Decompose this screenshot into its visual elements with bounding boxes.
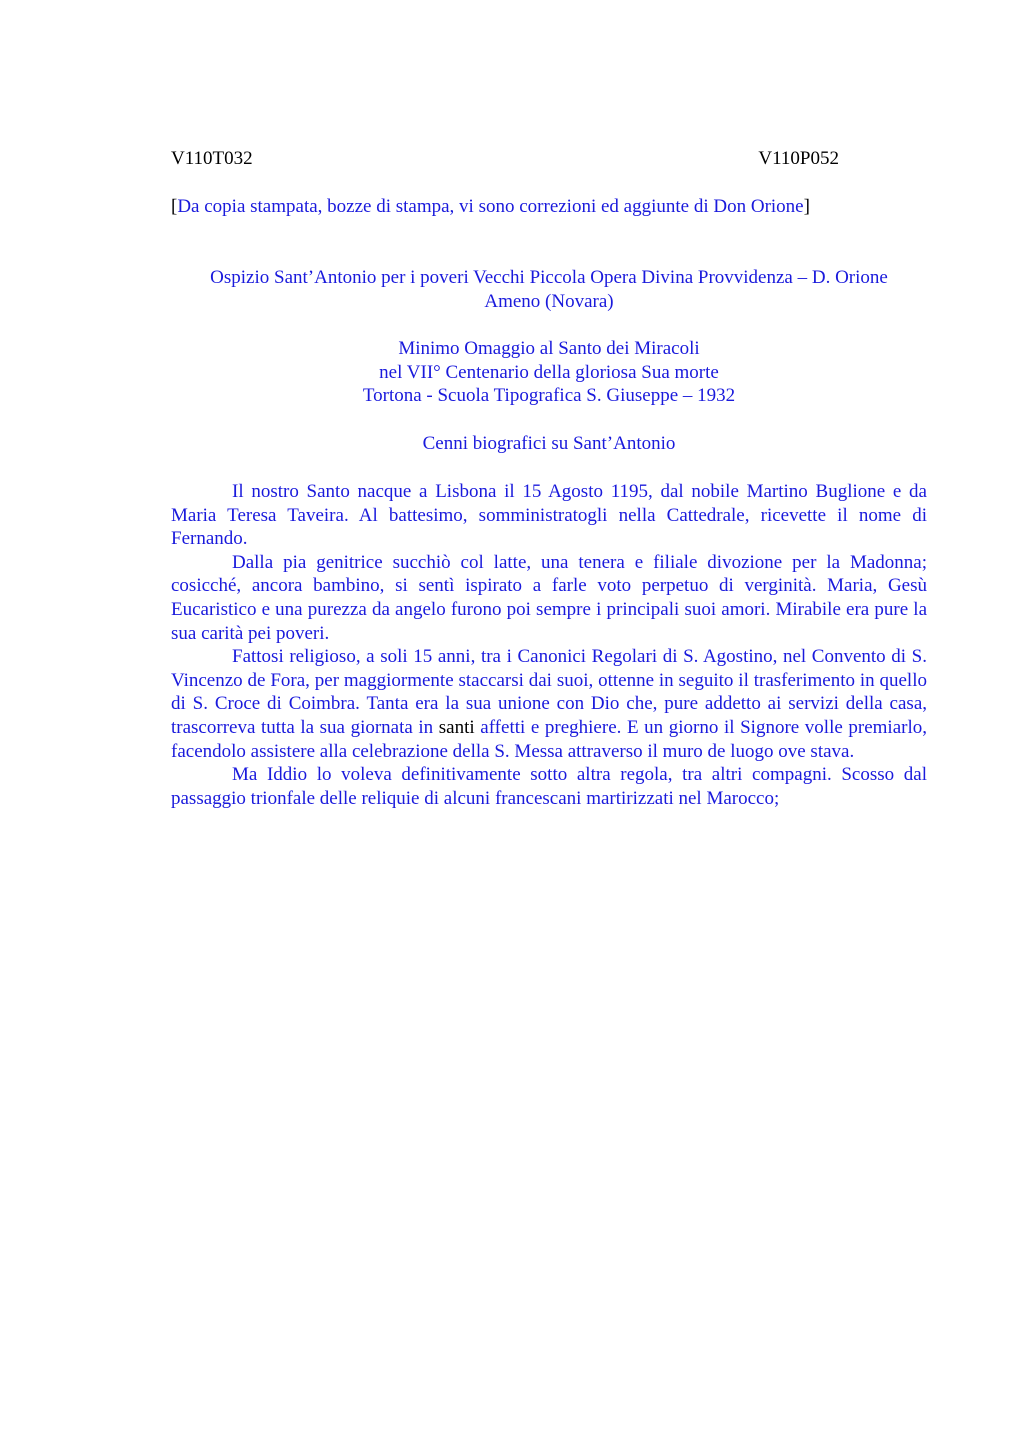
section-title: Cenni biografici su Sant’Antonio xyxy=(422,433,676,454)
institution-line-1: Ospizio Sant’Antonio per i poveri Vecchi Piccola Opera Divina Provvidenza – D. Orione xyxy=(210,267,888,288)
volume-code-left: V110T032 xyxy=(171,148,253,169)
paragraph-religious-life xyxy=(171,645,927,763)
highlighted-word: santi xyxy=(438,716,475,738)
paragraph-calling: Ma Iddio lo voleva definitivamente sotto altra regola, tra altri compagni. Scosso dal passaggio trionfale delle reliquie di alcuni francescani martirizzati nel Marocco; xyxy=(171,764,927,809)
tribute-heading xyxy=(171,337,927,408)
tribute-line-3: Tortona - Scuola Tipografica S. Giuseppe – 1932 xyxy=(362,385,736,407)
biography-text xyxy=(171,480,927,810)
institution-line-2: Ameno (Novara) xyxy=(484,290,614,312)
note-text: Da copia stampata, bozze di stampa, vi sono correzioni ed aggiunte di Don Orione xyxy=(177,196,804,217)
paragraph-religious-life-part-2: affetti e preghiere. E un giorno il Signore volle premiarlo, facendolo assistere alla celebrazione della S. Messa attraverso il muro de luogo ove stava. xyxy=(171,716,927,762)
tribute-line-2: nel VII° Centenario della gloriosa Sua morte xyxy=(379,361,719,383)
institution-heading xyxy=(171,266,927,313)
source-note xyxy=(171,195,931,219)
note-open-bracket: [ xyxy=(171,196,178,217)
volume-code-right: V110P052 xyxy=(758,148,839,169)
paragraph-birth: Il nostro Santo nacque a Lisbona il 15 Agosto 1195, dal nobile Martino Buglione e da Maria Teresa Taveira. Al battesimo, somministratogli nella Cattedrale, ricevette il nome di Fernando. xyxy=(171,481,927,550)
paragraph-religious-life-part-1: Fattosi religioso, a soli 15 anni, tra i Canonici Regolari di S. Agostino, nel Convento di S. Vincenzo de Fora, per maggiormente staccarsi dai suoi, ottenne in seguito il trasferimento in quello di S. Croce di Coimbra. Tanta era la sua unione con Dio che, pure addetto ai servizi della casa, trascorreva tutta la sua giornata in xyxy=(171,646,927,738)
document-header xyxy=(171,147,839,171)
note-close-bracket: ] xyxy=(803,196,810,217)
tribute-line-1: Minimo Omaggio al Santo dei Miracoli xyxy=(398,338,700,359)
paragraph-devotion: Dalla pia genitrice succhiò col latte, una tenera e filiale divozione per la Madonna; cosicché, ancora bambino, si sentì ispirato a farle voto perpetuo di verginità. Maria, Gesù Eucaristico e una purezza da angelo furono poi sempre i principali suoi amori. Mirabile era pure la sua carità pei poveri. xyxy=(171,551,927,644)
